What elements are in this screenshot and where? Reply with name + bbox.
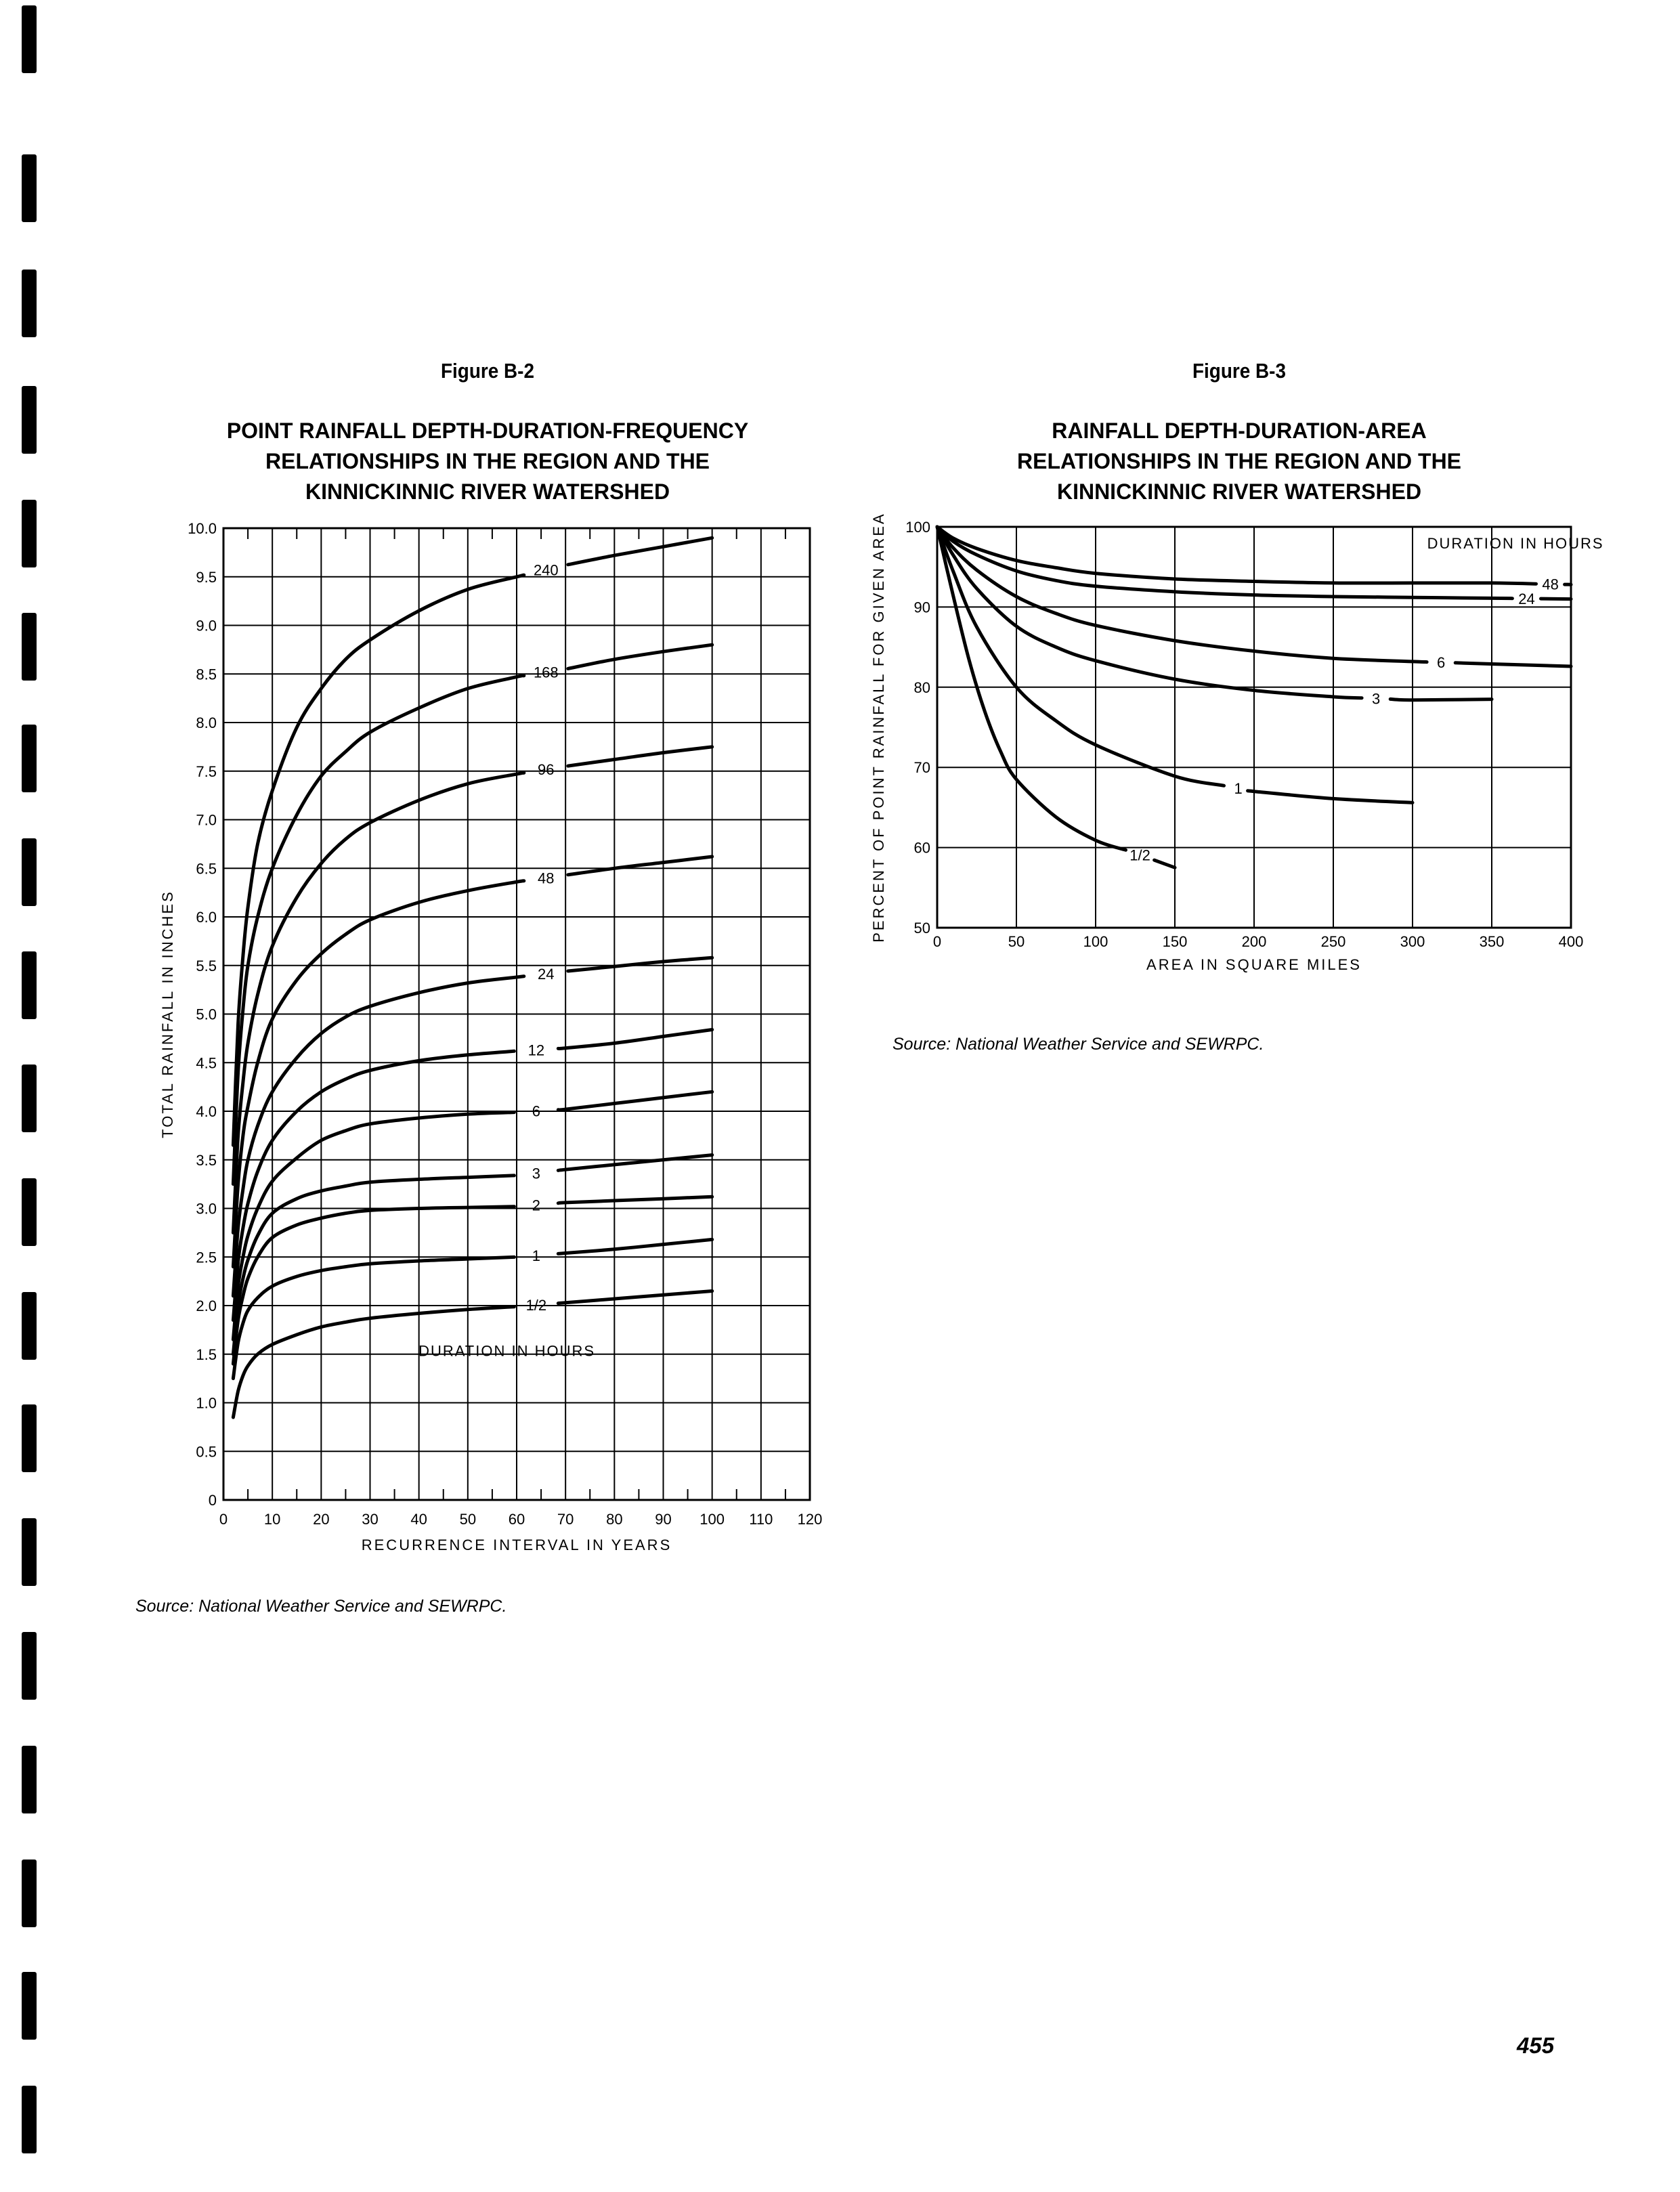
figure-b3-title: RAINFALL DEPTH-DURATION-AREA RELATIONSHIPS IN THE REGION AND THE KINNICKINNIC RIVER WATERSHED: [1016, 418, 1462, 504]
series-label: 1: [1234, 780, 1243, 798]
series-line-6: [937, 527, 1427, 662]
series-label: 240: [533, 561, 559, 579]
duration-annotation: DURATION IN HOURS: [1427, 534, 1604, 552]
x-tick-label: 400: [1558, 933, 1584, 950]
x-tick-label: 0: [932, 933, 942, 950]
x-tick-label: 90: [655, 1511, 672, 1528]
series-line-6: [1455, 663, 1571, 666]
series-label: 24: [1518, 590, 1535, 607]
figure-b3-source: Source: National Weather Service and SEWRPC.: [892, 1035, 1264, 1054]
y-tick-label: 9.5: [196, 568, 217, 586]
x-tick-label: 250: [1320, 933, 1346, 950]
y-tick-label: 5.0: [196, 1006, 217, 1023]
y-tick-label: 4.0: [196, 1103, 217, 1120]
x-tick-label: 350: [1479, 933, 1505, 950]
series-label: 24: [538, 965, 555, 983]
series-line-3: [1390, 699, 1492, 700]
x-tick-label: 70: [557, 1511, 574, 1528]
y-tick-label: 8.0: [196, 714, 217, 731]
y-tick-label: 80: [913, 679, 930, 696]
y-axis-label: TOTAL RAINFALL IN INCHES: [159, 890, 176, 1138]
series-line-1: [1248, 791, 1413, 803]
x-tick-label: 50: [1008, 933, 1025, 950]
x-tick-label: 50: [459, 1511, 477, 1528]
y-tick-label: 0.5: [196, 1443, 217, 1461]
series-line-1-2: [1155, 860, 1175, 867]
y-tick-label: 3.5: [196, 1151, 217, 1169]
y-tick-label: 10.0: [188, 520, 217, 537]
y-tick-label: 6.0: [196, 909, 217, 926]
y-tick-label: 50: [913, 920, 930, 937]
y-tick-label: 5.5: [196, 957, 217, 974]
series-label: 12: [527, 1041, 545, 1059]
x-tick-label: 200: [1241, 933, 1267, 950]
series-label: 48: [538, 869, 555, 887]
x-tick-label: 300: [1400, 933, 1425, 950]
series-label: 48: [1542, 576, 1559, 593]
x-axis-label: AREA IN SQUARE MILES: [1146, 956, 1362, 973]
series-label: 3: [532, 1165, 540, 1182]
series-label: 2: [532, 1197, 540, 1214]
x-tick-label: 100: [1083, 933, 1108, 950]
y-tick-label: 4.5: [196, 1054, 217, 1072]
page-number: 455: [1517, 2033, 1555, 2058]
series-label: 1: [532, 1247, 540, 1264]
y-tick-label: 2.0: [196, 1297, 217, 1314]
figure-b2-source: Source: National Weather Service and SEWRPC.: [135, 1597, 507, 1616]
y-tick-label: 70: [913, 759, 930, 777]
x-tick-label: 30: [362, 1511, 379, 1528]
series-line-3: [937, 527, 1362, 698]
y-tick-label: 9.0: [196, 617, 217, 635]
series-label: 6: [532, 1102, 540, 1120]
x-tick-label: 40: [410, 1511, 427, 1528]
y-tick-label: 2.5: [196, 1249, 217, 1266]
x-tick-label: 150: [1162, 933, 1188, 950]
duration-annotation: DURATION IN HOURS: [418, 1342, 596, 1360]
series-label: 6: [1436, 654, 1446, 672]
y-tick-label: 0: [208, 1492, 217, 1509]
y-tick-label: 100: [905, 519, 930, 536]
figure-b2-label: Figure B-2: [441, 359, 534, 383]
y-tick-label: 7.5: [196, 762, 217, 780]
x-tick-label: 100: [699, 1511, 725, 1528]
y-tick-label: 60: [913, 839, 930, 857]
y-tick-label: 7.0: [196, 811, 217, 829]
x-tick-label: 110: [749, 1511, 773, 1528]
series-label: 1/2: [525, 1297, 547, 1314]
y-tick-label: 6.5: [196, 860, 217, 878]
figure-b3-label: Figure B-3: [1192, 359, 1286, 383]
y-axis-label: PERCENT OF POINT RAINFALL FOR GIVEN AREA: [870, 512, 887, 943]
series-label: 1/2: [1129, 846, 1150, 864]
x-tick-label: 80: [606, 1511, 623, 1528]
y-tick-label: 90: [913, 599, 930, 616]
x-tick-label: 0: [219, 1511, 228, 1528]
x-axis-label: RECURRENCE INTERVAL IN YEARS: [361, 1536, 672, 1553]
y-tick-label: 8.5: [196, 666, 217, 683]
x-tick-label: 10: [263, 1511, 281, 1528]
x-tick-label: 20: [313, 1511, 330, 1528]
y-tick-label: 3.0: [196, 1200, 217, 1218]
figure-b2-title: POINT RAINFALL DEPTH-DURATION-FREQUENCY RELATIONSHIPS IN THE REGION AND THE KINNICKINNIC RIVER WATERSHED: [226, 418, 749, 504]
series-label: 96: [538, 761, 555, 779]
x-tick-label: 60: [508, 1511, 525, 1528]
x-tick-label: 120: [797, 1511, 823, 1528]
y-tick-label: 1.5: [196, 1346, 217, 1363]
y-tick-label: 1.0: [196, 1394, 217, 1412]
series-label: 168: [533, 664, 559, 681]
series-label: 3: [1372, 690, 1381, 708]
